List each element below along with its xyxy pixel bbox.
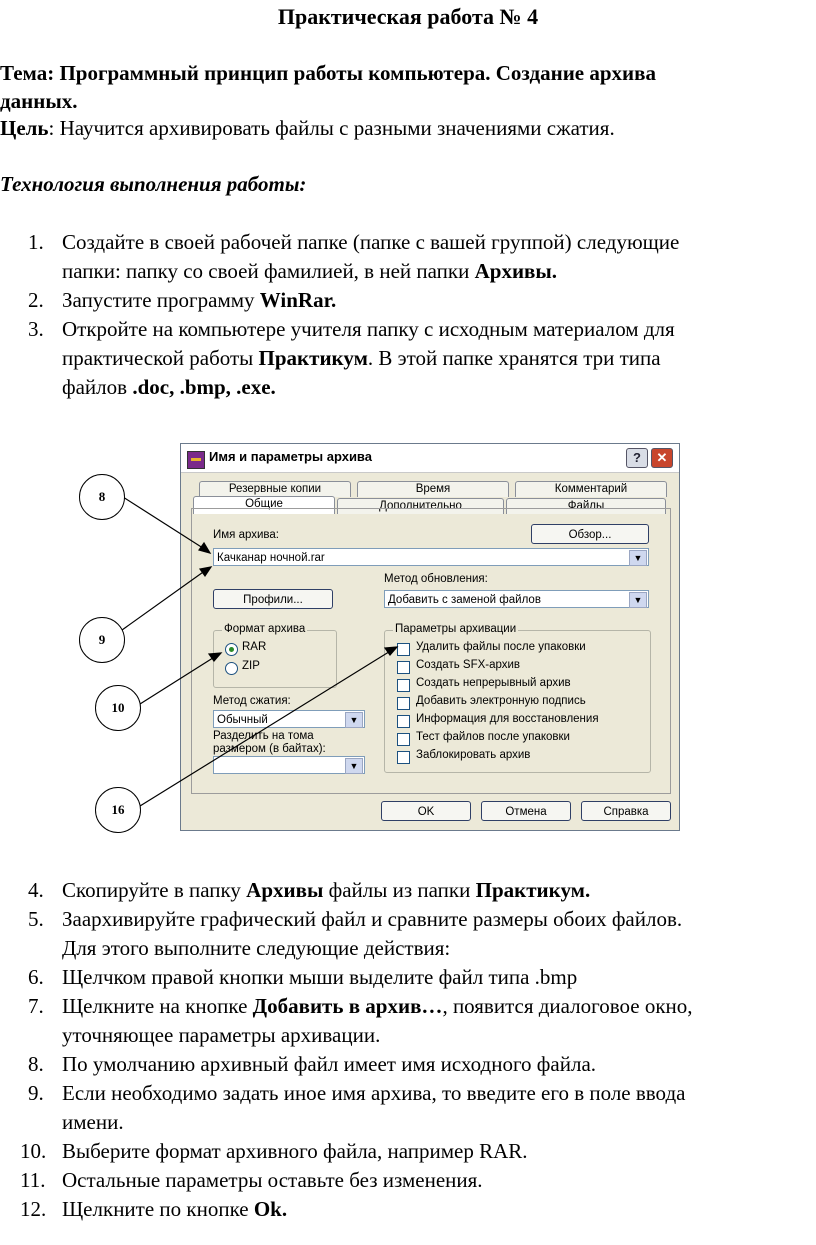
chevron-down-icon[interactable]: ▼ <box>345 758 363 774</box>
step-text: файлов <box>62 375 133 399</box>
step-text: имени. <box>62 1110 124 1134</box>
arrow-16 <box>140 650 392 806</box>
format-group-label: Формат архива <box>224 623 306 635</box>
page-title: Практическая работа № 4 <box>277 4 539 29</box>
list-item <box>0 1195 797 1224</box>
list-item <box>0 963 797 992</box>
list-item <box>0 1079 797 1137</box>
step-text: практической работы <box>62 346 259 370</box>
param-label: Создать SFX-архив <box>416 659 521 671</box>
topic-label: Тема: <box>0 61 55 85</box>
goal-label: Цель <box>0 116 49 140</box>
tab-advanced[interactable]: Дополнительно <box>337 498 504 514</box>
steps-list-b <box>0 876 797 1224</box>
param-label: Заблокировать архив <box>416 749 531 761</box>
step-bold: Ok. <box>253 1197 288 1221</box>
param-label: Информация для восстановления <box>416 713 599 725</box>
step-number: 4. <box>28 878 44 902</box>
callout-9: 9 <box>79 617 125 663</box>
tab-comment[interactable]: Комментарий <box>515 481 667 497</box>
tab-backup[interactable]: Резервные копии <box>199 481 351 497</box>
param-label: Тест файлов после упаковки <box>416 731 570 743</box>
chevron-down-icon[interactable]: ▼ <box>629 592 647 608</box>
step-bold: .doc, .bmp, .exe. <box>132 375 276 399</box>
step-number: 6. <box>28 965 44 989</box>
dialog-title: Имя и параметры архива <box>209 449 372 464</box>
step-number: 8. <box>28 1052 44 1076</box>
cancel-button[interactable]: Отмена <box>481 801 571 821</box>
arrowhead-icon <box>199 543 210 553</box>
help-icon[interactable]: ? <box>626 448 648 468</box>
list-item <box>0 876 797 905</box>
params-group-label: Параметры архивации <box>395 623 517 635</box>
step-number: 1. <box>28 230 44 254</box>
tab-time[interactable]: Время <box>357 481 509 497</box>
step-text: Щелкните на кнопке <box>62 994 253 1018</box>
step-text: уточняющее параметры архивации. <box>62 1023 381 1047</box>
help-button[interactable]: Справка <box>581 801 671 821</box>
step-number: 2. <box>28 288 44 312</box>
compression-label: Метод сжатия: <box>213 695 291 707</box>
list-item <box>0 1050 797 1079</box>
param-label: Создать непрерывный архив <box>416 677 571 689</box>
step-text: По умолчанию архивный файл имеет имя исходного файла. <box>62 1052 597 1076</box>
archive-name-value: Качканар ночной.rar <box>217 552 325 564</box>
step-number: 3. <box>28 317 44 341</box>
archive-name-label: Имя архива: <box>213 529 280 541</box>
tab-files[interactable]: Файлы <box>506 498 666 514</box>
profiles-button[interactable]: Профили... <box>213 589 333 609</box>
split-label-2: размером (в байтах): <box>213 743 326 755</box>
topic-text-cont: данных. <box>0 89 78 113</box>
radio-rar-label: RAR <box>242 641 267 653</box>
step-text: Остальные параметры оставьте без изменения. <box>62 1168 483 1192</box>
arrowhead-icon <box>200 567 211 576</box>
callout-8: 8 <box>79 474 125 520</box>
arrow-9 <box>122 570 206 630</box>
update-method-value: Добавить с заменой файлов <box>388 594 541 606</box>
step-text: . В этой папке хранятся три типа <box>367 346 661 370</box>
step-bold: Архивы <box>246 878 324 902</box>
compression-value: Обычный <box>217 714 268 726</box>
close-icon[interactable]: ✕ <box>651 448 673 468</box>
step-bold: Практикум. <box>475 878 591 902</box>
step-text: Щелкните по кнопке <box>62 1197 254 1221</box>
step-text: Создайте в своей рабочей папке (папке с вашей группой) следующие <box>62 230 680 254</box>
callout-10: 10 <box>95 685 141 731</box>
list-item <box>0 1137 797 1166</box>
step-text: файлы из папки <box>323 878 476 902</box>
callout-16: 16 <box>95 787 141 833</box>
step-text: Откройте на компьютере учителя папку с исходным материалом для <box>62 317 675 341</box>
chevron-down-icon[interactable]: ▼ <box>629 550 647 566</box>
arrow-8 <box>123 497 206 550</box>
step-text: , появится диалоговое окно, <box>442 994 693 1018</box>
step-number: 7. <box>28 994 44 1018</box>
radio-zip-label: ZIP <box>242 660 260 672</box>
update-method-label: Метод обновления: <box>384 573 488 585</box>
step-bold: Практикум <box>258 346 368 370</box>
arrow-10 <box>140 656 216 704</box>
browse-button[interactable]: Обзор... <box>531 524 649 544</box>
step-text: Для этого выполните следующие действия: <box>62 936 451 960</box>
step-text: Скопируйте в папку <box>62 878 247 902</box>
chevron-down-icon[interactable]: ▼ <box>345 712 363 728</box>
split-label-1: Разделить на тома <box>213 730 314 742</box>
step-text: Заархивируйте графический файл и сравните размеры обоих файлов. <box>62 907 683 931</box>
list-item <box>0 992 797 1050</box>
goal-text: : Научится архивировать файлы с разными значениями сжатия. <box>48 116 615 140</box>
list-item <box>0 905 797 963</box>
step-text: Щелчком правой кнопки мыши выделите файл типа .bmp <box>62 965 578 989</box>
step-number: 11. <box>20 1168 46 1192</box>
step-bold: Архивы. <box>474 259 558 283</box>
step-number: 12. <box>20 1197 47 1221</box>
param-label: Удалить файлы после упаковки <box>416 641 586 653</box>
step-text: папки: папку со своей фамилией, в ней папки <box>62 259 475 283</box>
tab-general[interactable]: Общие <box>193 496 335 514</box>
step-text: Запустите программу <box>62 288 260 312</box>
technology-heading: Технология выполнения работы: <box>0 172 307 196</box>
step-text: Выберите формат архивного файла, например RAR. <box>62 1139 528 1163</box>
step-bold: WinRar. <box>259 288 337 312</box>
step-bold: Добавить в архив… <box>252 994 443 1018</box>
param-label: Добавить электронную подпись <box>416 695 586 707</box>
ok-button[interactable]: OK <box>381 801 471 821</box>
step-number: 9. <box>28 1081 44 1105</box>
topic-text: Программный принцип работы компьютера. Создание архива <box>59 61 656 85</box>
step-text: Если необходимо задать иное имя архива, то введите его в поле ввода <box>62 1081 686 1105</box>
step-number: 5. <box>28 907 44 931</box>
step-number: 10. <box>20 1139 47 1163</box>
list-item <box>0 1166 797 1195</box>
